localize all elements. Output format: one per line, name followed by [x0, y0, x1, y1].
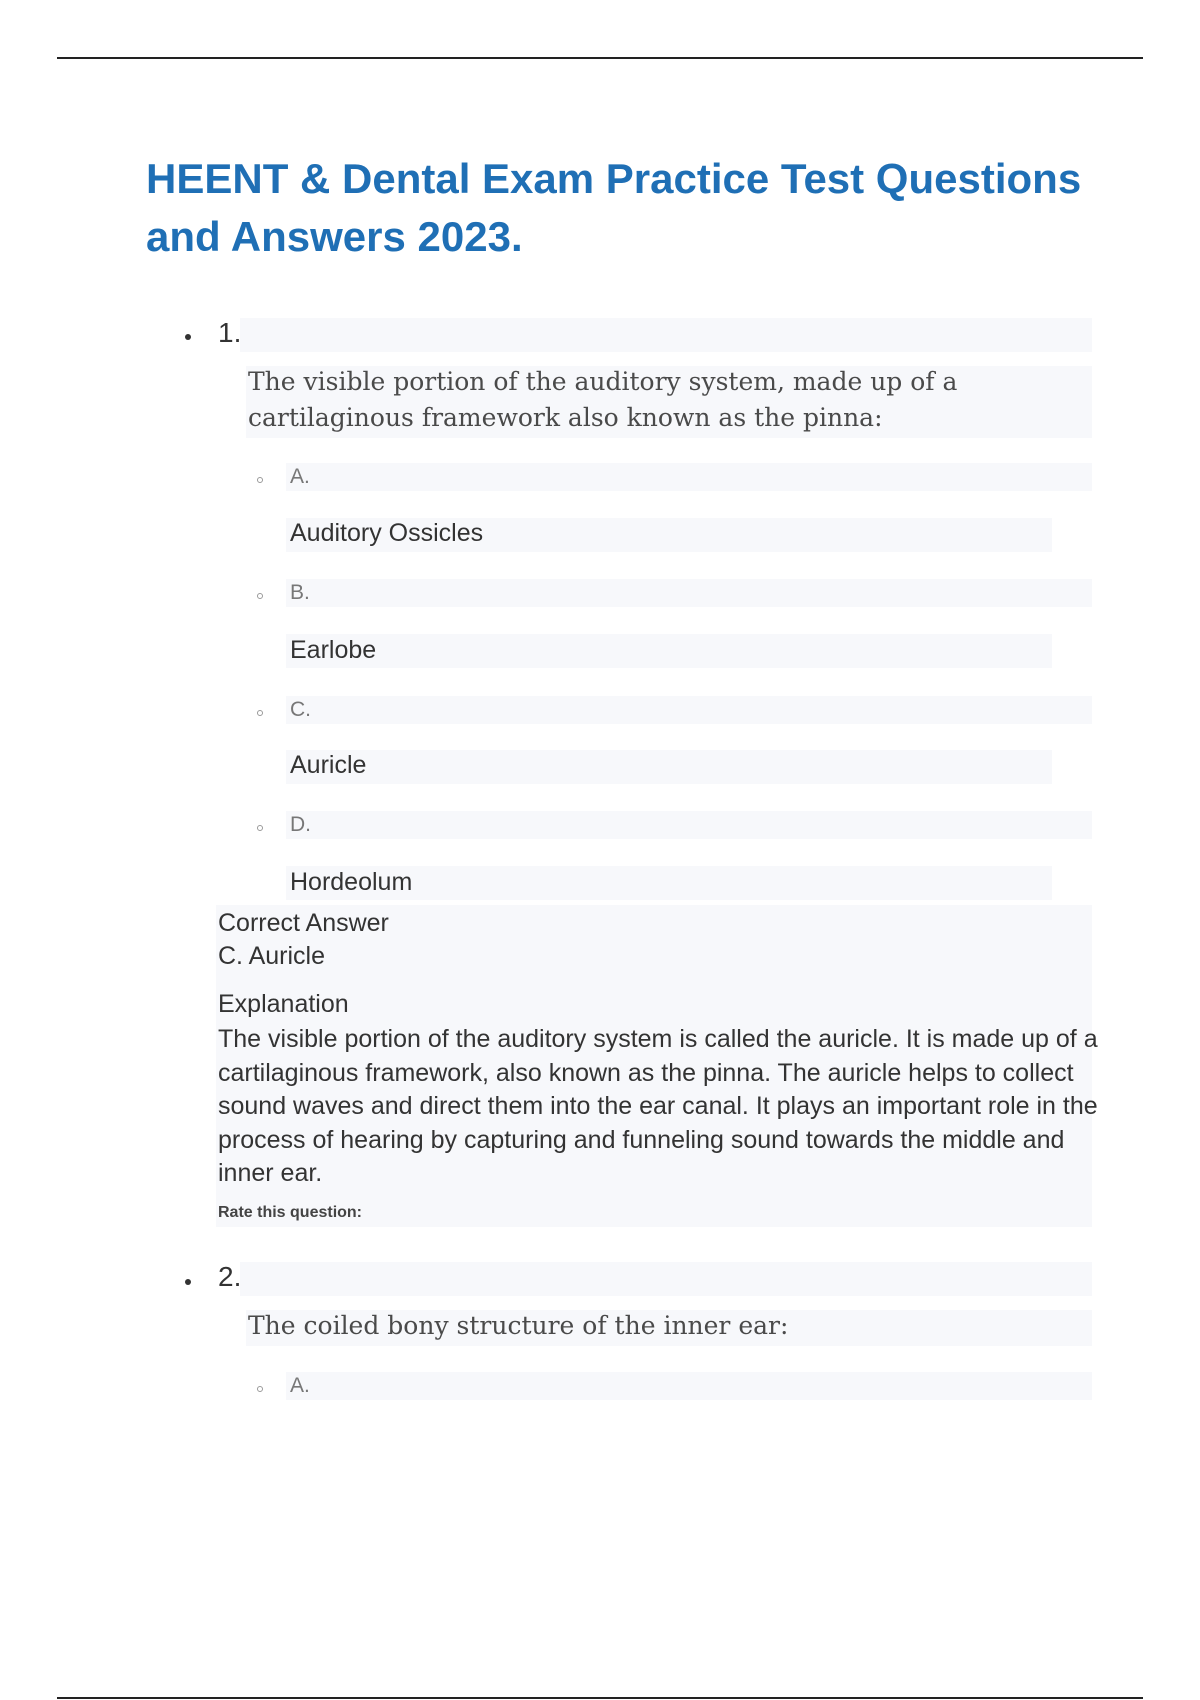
option-a-letter: A.	[290, 465, 310, 488]
option-c-letter-bg	[286, 696, 1092, 724]
question-1-number: 1.	[218, 317, 242, 348]
q2-option-a-letter-bg	[286, 1372, 1092, 1400]
option-d-radio-icon[interactable]	[257, 825, 263, 831]
option-d-letter: D.	[290, 813, 311, 836]
option-c-text-bg	[286, 750, 1052, 784]
question-2-number-bg	[240, 1262, 1092, 1296]
correct-answer-label: Correct Answer	[218, 909, 389, 937]
explanation-label: Explanation	[218, 990, 349, 1018]
option-d-letter-bg	[286, 811, 1092, 839]
option-a-text[interactable]: Auditory Ossicles	[290, 519, 484, 547]
option-b-text-bg	[286, 634, 1052, 668]
question-2-bullet	[185, 1279, 191, 1285]
question-2-number: 2.	[218, 1261, 242, 1292]
option-b-radio-icon[interactable]	[257, 593, 263, 599]
option-c-letter: C.	[290, 698, 311, 721]
option-a-letter-bg	[286, 463, 1092, 491]
correct-answer-value: C. Auricle	[218, 942, 325, 970]
option-b-text[interactable]: Earlobe	[290, 636, 377, 664]
option-b-letter-bg	[286, 579, 1092, 607]
document-title: HEENT & Dental Exam Practice Test Questions and Answers 2023.	[146, 155, 1082, 260]
rate-question-label: Rate this question:	[218, 1204, 363, 1221]
option-c-radio-icon[interactable]	[257, 710, 263, 716]
option-d-text[interactable]: Hordeolum	[290, 868, 413, 896]
option-c-text[interactable]: Auricle	[290, 751, 367, 779]
q2-option-a-letter: A.	[290, 1374, 310, 1397]
question-1-bullet	[185, 334, 191, 340]
question-1-number-bg	[240, 318, 1092, 352]
question-1-text: The visible portion of the auditory system, made up of a cartilaginous framework also known as the pinna:	[248, 367, 958, 432]
q2-option-a-radio-icon[interactable]	[257, 1386, 263, 1392]
explanation-text: The visible portion of the auditory system is called the auricle. It is made up of a cartilaginous framework, also known as the pinna. The auricle helps to collect sound waves and direct them into the ear canal. It plays an important role in the process of hearing by capturing and funneling sound towards the middle and inner ear.	[218, 1025, 1098, 1187]
option-b-letter: B.	[290, 581, 310, 604]
option-a-radio-icon[interactable]	[257, 477, 263, 483]
bottom-rule	[57, 1697, 1143, 1699]
top-rule	[57, 57, 1143, 59]
question-2-text: The coiled bony structure of the inner ear:	[248, 1311, 789, 1340]
